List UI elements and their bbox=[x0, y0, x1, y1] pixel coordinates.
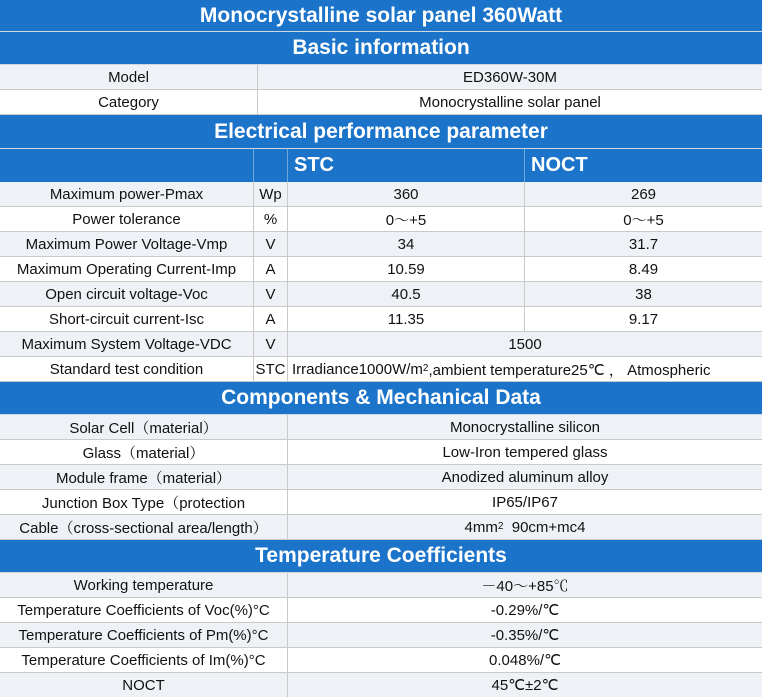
condition-text-b: ,ambient temperature25℃ ， Atmospheric bbox=[428, 361, 711, 379]
row-noct: 269 bbox=[630, 185, 657, 203]
table-row bbox=[0, 307, 762, 332]
row-stc: 0～+5 bbox=[288, 207, 525, 231]
row-label: Model bbox=[0, 65, 258, 89]
row-stc: 11.35 bbox=[288, 307, 525, 331]
row-value: Anodized aluminum alloy bbox=[441, 468, 609, 486]
table-row bbox=[0, 257, 762, 282]
row-label: NOCT bbox=[0, 673, 288, 697]
row-value: ED360W-30M bbox=[463, 68, 557, 86]
electrical-column-header bbox=[0, 149, 762, 182]
table-row bbox=[0, 490, 762, 515]
section-temperature-header bbox=[0, 540, 762, 573]
row-noct: 0～+5 bbox=[623, 211, 664, 229]
column-stc: STC bbox=[288, 149, 525, 182]
table-row bbox=[0, 65, 762, 90]
table-row bbox=[0, 182, 762, 207]
row-unit: % bbox=[254, 207, 288, 231]
section-electrical-header bbox=[0, 115, 762, 149]
row-value: Monocrystalline solar panel bbox=[419, 93, 601, 111]
row-value: IP65/IP67 bbox=[492, 493, 558, 511]
electrical-heading: Electrical performance parameter bbox=[214, 119, 548, 143]
table-row bbox=[0, 232, 762, 257]
row-unit: A bbox=[254, 307, 288, 331]
row-unit: A bbox=[254, 257, 288, 281]
column-noct: NOCT bbox=[531, 154, 588, 176]
row-label: Working temperature bbox=[0, 573, 288, 597]
row-label: Power tolerance bbox=[0, 207, 254, 231]
row-label: Glass（material） bbox=[0, 440, 288, 464]
row-noct: 31.7 bbox=[628, 235, 659, 253]
table-row bbox=[0, 440, 762, 465]
row-noct: 8.49 bbox=[628, 260, 659, 278]
row-value: Irradiance1000W/m 2 ,ambient temperature25℃ ， Atmospheric bbox=[292, 360, 711, 379]
row-value: Monocrystalline silicon bbox=[449, 418, 601, 436]
row-label: Open circuit voltage-Voc bbox=[0, 282, 254, 306]
table-row-system-voltage bbox=[0, 332, 762, 357]
row-unit: Wp bbox=[254, 182, 288, 206]
row-stc: 10.59 bbox=[288, 257, 525, 281]
row-label: Temperature Coefficients of Voc(%)°C bbox=[0, 598, 288, 622]
table-row bbox=[0, 207, 762, 232]
table-row bbox=[0, 673, 762, 697]
row-value: -0.35%/℃ bbox=[490, 627, 560, 644]
table-row bbox=[0, 282, 762, 307]
row-label: Short-circuit current-Isc bbox=[0, 307, 254, 331]
row-label: Standard test condition bbox=[0, 357, 254, 381]
row-unit: V bbox=[254, 332, 288, 356]
condition-text-a: Irradiance1000W/m bbox=[292, 360, 423, 378]
sheet-title bbox=[0, 0, 762, 32]
row-label: Module frame（material） bbox=[0, 465, 288, 489]
row-value: -0.29%/℃ bbox=[490, 602, 560, 619]
row-label: Maximum System Voltage-VDC bbox=[0, 332, 254, 356]
row-value: －40～+85℃ bbox=[481, 577, 569, 595]
blank-unit-cell bbox=[254, 149, 288, 182]
row-noct: 9.17 bbox=[628, 310, 659, 328]
table-row bbox=[0, 90, 762, 115]
row-label: Junction Box Type（protection bbox=[0, 490, 288, 514]
section-components-header bbox=[0, 382, 762, 415]
row-label: Temperature Coefficients of Pm(%)°C bbox=[0, 623, 288, 647]
row-value: 4mm 2 90cm+mc4 bbox=[464, 518, 586, 536]
row-label: Cable（cross-sectional area/length） bbox=[0, 515, 288, 539]
table-row bbox=[0, 648, 762, 673]
row-label: Temperature Coefficients of Im(%)°C bbox=[0, 648, 288, 672]
row-label: Maximum Operating Current-Imp bbox=[0, 257, 254, 281]
cable-text-b: 90cm+mc4 bbox=[503, 518, 586, 536]
section-basic-header bbox=[0, 32, 762, 65]
row-value: 1500 bbox=[508, 335, 542, 353]
row-value: Low-Iron tempered glass bbox=[442, 443, 608, 461]
table-row-cable bbox=[0, 515, 762, 540]
row-stc: 40.5 bbox=[288, 282, 525, 306]
row-label: Maximum power-Pmax bbox=[0, 182, 254, 206]
table-row bbox=[0, 415, 762, 440]
basic-heading: Basic information bbox=[292, 36, 470, 59]
table-row bbox=[0, 598, 762, 623]
row-label: Category bbox=[0, 90, 258, 114]
row-stc: 360 bbox=[288, 182, 525, 206]
row-label: Maximum Power Voltage-Vmp bbox=[0, 232, 254, 256]
row-unit: V bbox=[254, 282, 288, 306]
row-label: Solar Cell（material） bbox=[0, 415, 288, 439]
row-noct: 38 bbox=[635, 285, 652, 303]
row-unit: V bbox=[254, 232, 288, 256]
cable-text-a: 4mm bbox=[464, 518, 498, 536]
row-unit: STC bbox=[254, 357, 288, 381]
row-stc: 34 bbox=[288, 232, 525, 256]
components-heading: Components & Mechanical Data bbox=[221, 386, 541, 409]
table-row bbox=[0, 465, 762, 490]
blank-header-cell bbox=[0, 149, 254, 182]
title-text: Monocrystalline solar panel 360Watt bbox=[199, 3, 563, 27]
table-row bbox=[0, 573, 762, 598]
table-row bbox=[0, 623, 762, 648]
temperature-heading: Temperature Coefficients bbox=[255, 544, 507, 567]
row-value: 0.048%/℃ bbox=[489, 652, 561, 669]
row-value: 45℃±2℃ bbox=[491, 677, 559, 694]
table-row-test-condition bbox=[0, 357, 762, 382]
